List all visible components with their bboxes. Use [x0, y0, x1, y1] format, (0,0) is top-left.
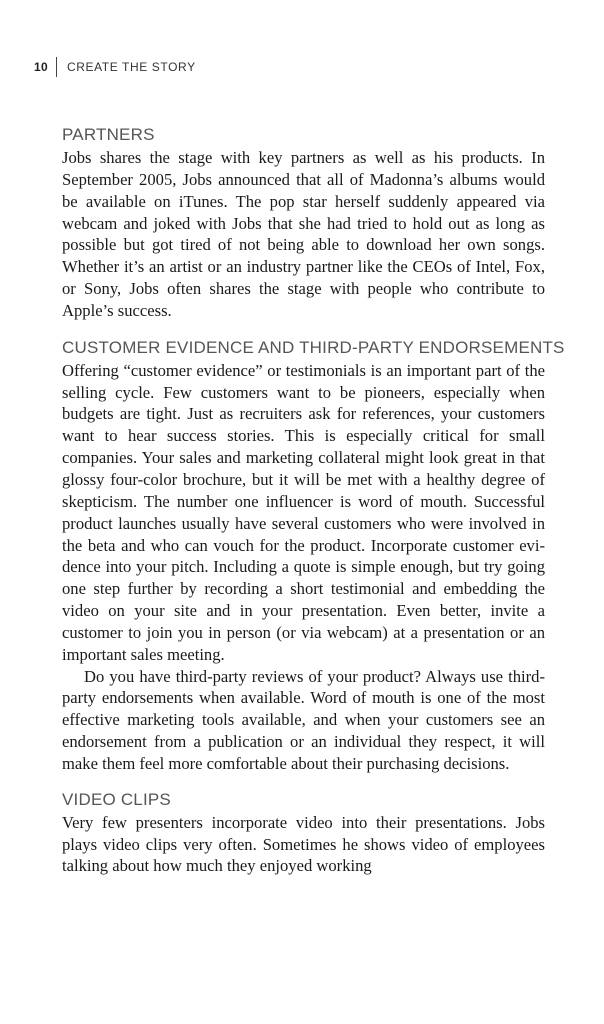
paragraph-customer-evidence: Offering “customer evidence” or testimonials is an important part of the selling cycle. Few customers want to be pioneers, especially when budgets are tight. Just as recruiters ask for references, your customers want to hear success stories. This is especially critical for small companies. Your sales and marketing collateral might look great in that glossy four-color brochure, but it will be met with a healthy degree of skepticism. The number one influencer is word of mouth. Successful product launches usually have several customers who were involved in the beta and who can vouch for the product. Incorporate customer evidence into your pitch. Including a quote is simple enough, but try going one step further by recording a short testimonial and embedding the video on your site and in your presentation. Even better, invite a customer to join you in person (or via webcam) at a presentation or an important sales meeting. [62, 360, 545, 664]
section-heading-partners: PARTNERS [62, 125, 155, 144]
chapter-title: CREATE THE STORY [66, 60, 196, 74]
section-spacer [62, 775, 545, 787]
paragraph-partners: Jobs shares the stage with key partners as well as his products. In September 2005, Jobs announced that all of Madonna’s albums would be available on iTunes. The pop star herself suddenly appeared via webcam and joked with Jobs that she had tried to hold out as long as possible but got tired of not being able to download her own songs. Whether it’s an artist or an industry partner like the CEOs of Intel, Fox, or Sony, Jobs often shares the stage with people who contribute to Apple’s success. [62, 148, 545, 320]
section-spacer [62, 322, 545, 335]
running-head [34, 57, 196, 77]
page-number: 10 [34, 60, 48, 74]
header-divider [56, 57, 57, 77]
section-heading-customer-evidence: CUSTOMER EVIDENCE AND THIRD-PARTY ENDORSEMENTS [62, 337, 565, 357]
section-heading-video-clips: VIDEO CLIPS [62, 789, 171, 809]
paragraph-third-party-reviews: Do you have third-party reviews of your product? Always use third-party endorsements when available. Word of mouth is one of the most effective marketing tools available, and when your customers see an endorsement from a publication or an individual they respect, it will make them feel more comfortable about their purchasing decisions. [62, 666, 545, 773]
page-body [62, 122, 565, 877]
paragraph-video-clips: Very few presenters incorporate video into their presentations. Jobs plays video clips very often. Sometimes he shows video of employees talking about how much they enjoyed working [62, 812, 545, 876]
